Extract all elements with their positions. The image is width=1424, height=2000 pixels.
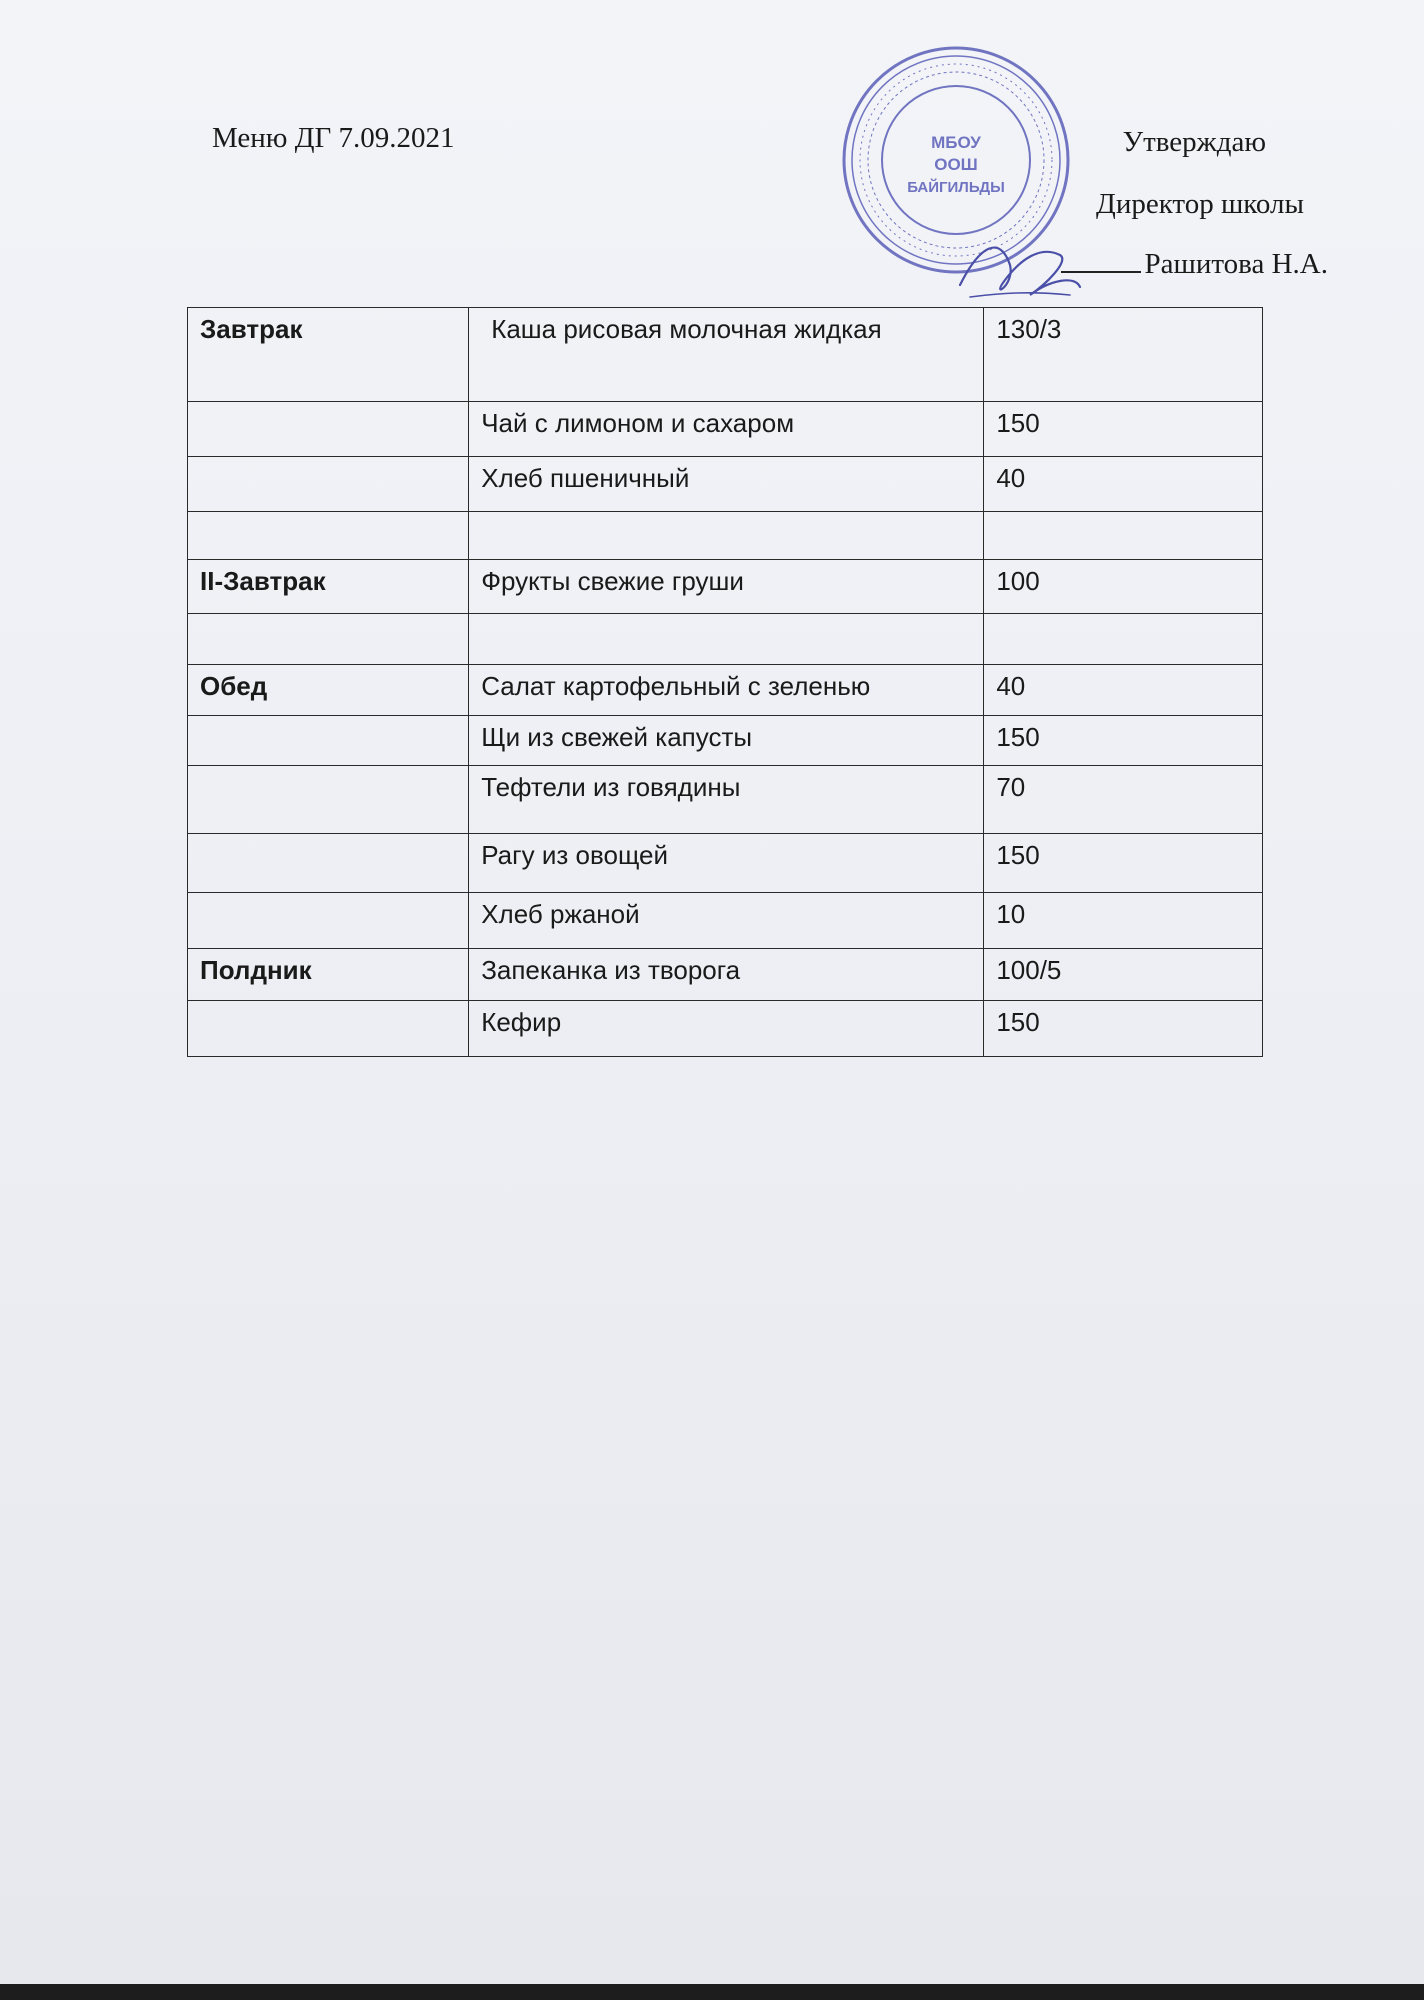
table-row bbox=[188, 766, 1263, 834]
meal-cell: Полдник bbox=[188, 949, 469, 1001]
table-row bbox=[188, 308, 1263, 402]
menu-title: Меню ДГ 7.09.2021 bbox=[212, 122, 455, 154]
approval-label: Утверждаю bbox=[1122, 126, 1266, 158]
dish-cell: Салат картофельный с зеленью bbox=[469, 665, 984, 716]
meal-cell: Завтрак bbox=[188, 308, 469, 402]
director-signature-line bbox=[1061, 248, 1328, 281]
table-row bbox=[188, 402, 1263, 457]
table-row bbox=[188, 560, 1263, 614]
dish-cell: Щи из свежей капусты bbox=[469, 716, 984, 766]
dish-cell: Запеканка из творога bbox=[469, 949, 984, 1001]
dish-cell: Хлеб пшеничный bbox=[469, 457, 984, 512]
meal-cell bbox=[188, 1001, 469, 1057]
dish-cell: Хлеб ржаной bbox=[469, 893, 984, 949]
meal-cell bbox=[188, 614, 469, 665]
quantity-cell: 100 bbox=[984, 560, 1263, 614]
svg-text:ООШ: ООШ bbox=[934, 155, 978, 174]
quantity-cell: 150 bbox=[984, 716, 1263, 766]
quantity-cell: 150 bbox=[984, 834, 1263, 893]
menu-table bbox=[187, 307, 1263, 1057]
quantity-cell: 150 bbox=[984, 1001, 1263, 1057]
meal-cell bbox=[188, 716, 469, 766]
scan-bottom-edge bbox=[0, 1984, 1424, 2000]
dish-cell: Кефир bbox=[469, 1001, 984, 1057]
meal-cell bbox=[188, 893, 469, 949]
dish-cell bbox=[469, 512, 984, 560]
meal-cell bbox=[188, 402, 469, 457]
quantity-cell: 100/5 bbox=[984, 949, 1263, 1001]
meal-cell bbox=[188, 834, 469, 893]
svg-text:БАЙГИЛЬДЫ: БАЙГИЛЬДЫ bbox=[907, 179, 1005, 196]
meal-cell bbox=[188, 766, 469, 834]
svg-text:МБОУ: МБОУ bbox=[931, 133, 981, 152]
dish-cell bbox=[469, 614, 984, 665]
table-row bbox=[188, 1001, 1263, 1057]
table-row bbox=[188, 457, 1263, 512]
dish-cell: Тефтели из говядины bbox=[469, 766, 984, 834]
director-name: Рашитова Н.А. bbox=[1144, 248, 1328, 280]
table-row bbox=[188, 716, 1263, 766]
quantity-cell: 10 bbox=[984, 893, 1263, 949]
table-row bbox=[188, 665, 1263, 716]
meal-cell: Обед bbox=[188, 665, 469, 716]
meal-cell bbox=[188, 512, 469, 560]
dish-cell: Фрукты свежие груши bbox=[469, 560, 984, 614]
quantity-cell: 70 bbox=[984, 766, 1263, 834]
table-row bbox=[188, 949, 1263, 1001]
dish-cell: Чай с лимоном и сахаром bbox=[469, 402, 984, 457]
quantity-cell: 150 bbox=[984, 402, 1263, 457]
quantity-cell bbox=[984, 512, 1263, 560]
dish-cell: Каша рисовая молочная жидкая bbox=[469, 308, 984, 402]
meal-cell: II-Завтрак bbox=[188, 560, 469, 614]
quantity-cell: 40 bbox=[984, 457, 1263, 512]
quantity-cell: 130/3 bbox=[984, 308, 1263, 402]
table-row bbox=[188, 512, 1263, 560]
table-row bbox=[188, 893, 1263, 949]
table-row bbox=[188, 834, 1263, 893]
meal-cell bbox=[188, 457, 469, 512]
director-position: Директор школы bbox=[1096, 188, 1304, 220]
quantity-cell: 40 bbox=[984, 665, 1263, 716]
quantity-cell bbox=[984, 614, 1263, 665]
table-row bbox=[188, 614, 1263, 665]
signature-underline bbox=[1061, 271, 1141, 273]
dish-cell: Рагу из овощей bbox=[469, 834, 984, 893]
